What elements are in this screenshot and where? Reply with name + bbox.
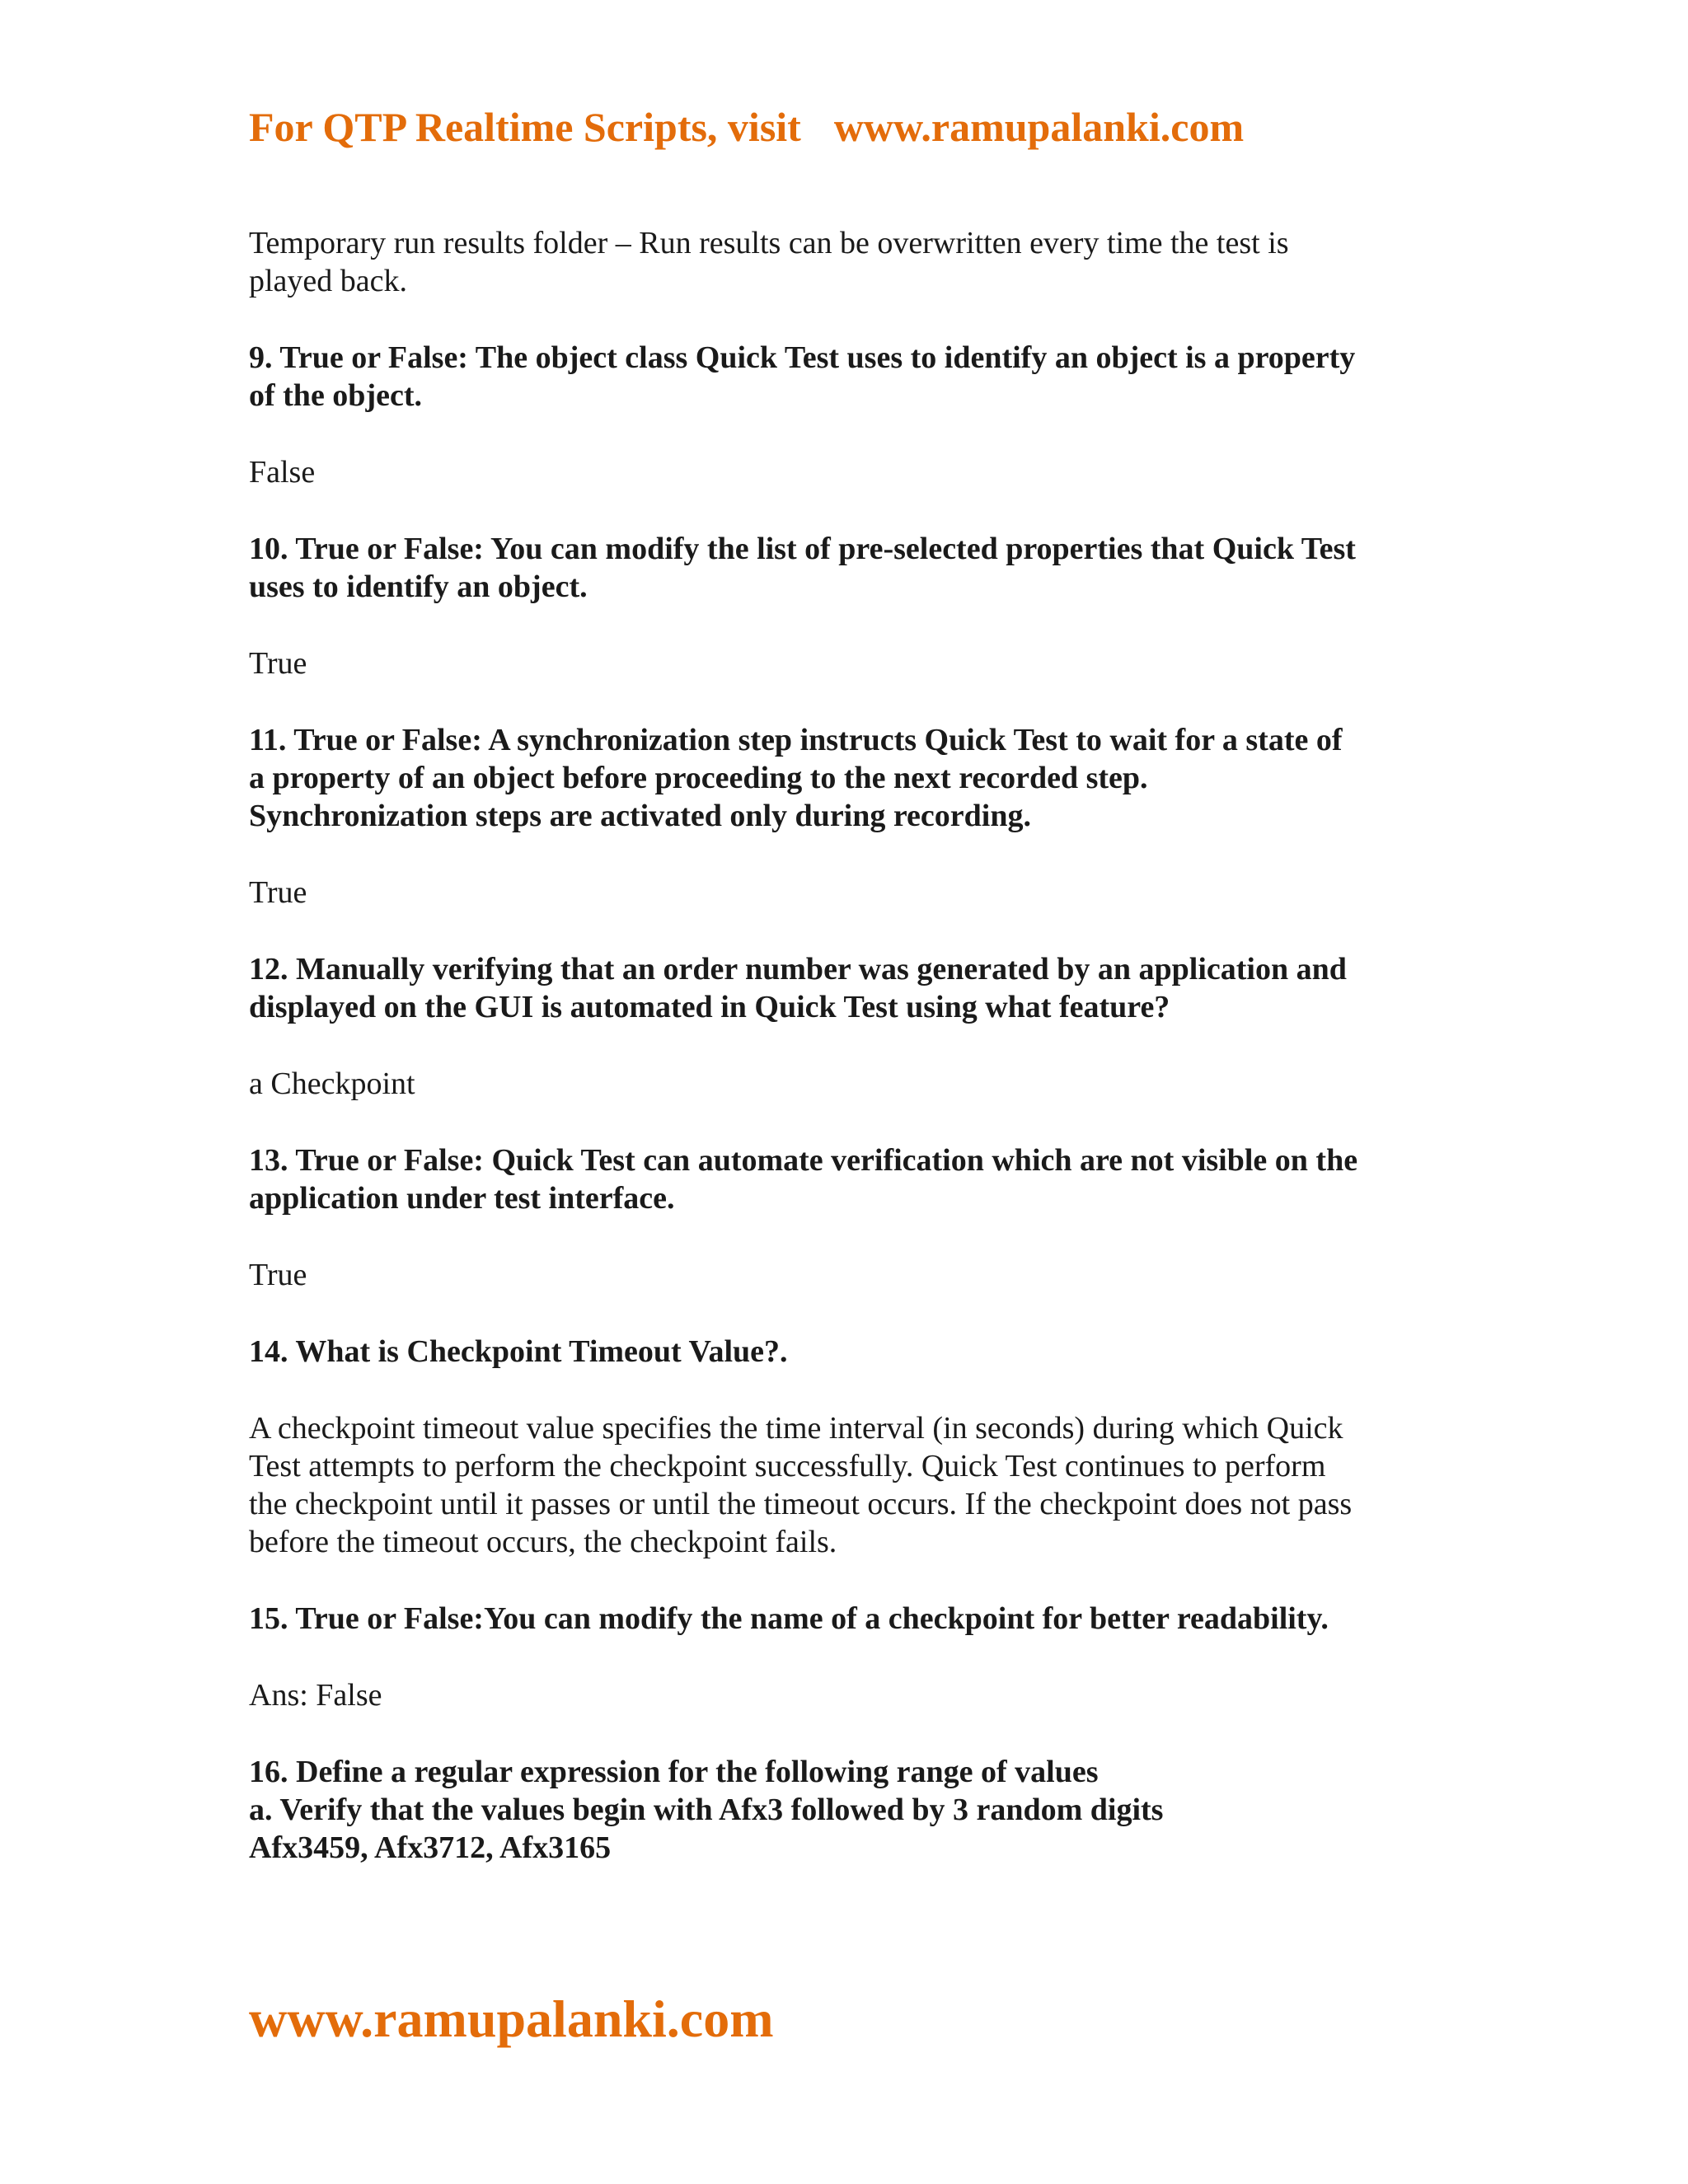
question-paragraph bbox=[249, 721, 1452, 835]
text-line: displayed on the GUI is automated in Quick Test using what feature? bbox=[249, 990, 1170, 1024]
page-footer bbox=[249, 1986, 774, 2052]
text-line: Ans: False bbox=[249, 1678, 382, 1713]
text-line: the checkpoint until it passes or until the timeout occurs. If the checkpoint does not pass bbox=[249, 1487, 1353, 1521]
text-line: a property of an object before proceeding to the next recorded step. bbox=[249, 761, 1148, 795]
text-line: True bbox=[249, 646, 307, 681]
text-line: Synchronization steps are activated only during recording. bbox=[249, 799, 1031, 833]
header-url[interactable]: www.ramupalanki.com bbox=[833, 104, 1245, 150]
text-line: Afx3459, Afx3712, Afx3165 bbox=[249, 1830, 612, 1865]
text-line: 10. True or False: You can modify the list of pre-selected properties that Quick Test bbox=[249, 532, 1356, 566]
text-line: 11. True or False: A synchronization step instructs Quick Test to wait for a state of bbox=[249, 723, 1343, 757]
page-header bbox=[249, 97, 1244, 157]
text-line: 13. True or False: Quick Test can automate verification which are not visible on the bbox=[249, 1143, 1358, 1178]
document-body bbox=[249, 224, 1452, 1905]
header-prefix: For QTP Realtime Scripts, visit bbox=[249, 104, 801, 150]
question-paragraph bbox=[249, 339, 1452, 415]
question-paragraph bbox=[249, 1333, 1452, 1371]
text-line: True bbox=[249, 1258, 307, 1292]
text-line: before the timeout occurs, the checkpoint fails. bbox=[249, 1525, 837, 1559]
text-line: a. Verify that the values begin with Afx3 followed by 3 random digits bbox=[249, 1793, 1164, 1827]
answer-paragraph bbox=[249, 874, 1452, 912]
question-paragraph bbox=[249, 1600, 1452, 1638]
text-line: of the object. bbox=[249, 378, 422, 413]
text-line: A checkpoint timeout value specifies the time interval (in seconds) during which Quick bbox=[249, 1411, 1343, 1446]
text-line: 15. True or False:You can modify the name of a checkpoint for better readability. bbox=[249, 1601, 1329, 1636]
answer-paragraph bbox=[249, 1676, 1452, 1714]
text-line: 12. Manually verifying that an order number was generated by an application and bbox=[249, 952, 1347, 987]
answer-paragraph bbox=[249, 1065, 1452, 1103]
question-paragraph bbox=[249, 1753, 1452, 1867]
answer-paragraph bbox=[249, 1409, 1452, 1561]
question-paragraph bbox=[249, 530, 1452, 606]
footer-url[interactable]: www.ramupalanki.com bbox=[249, 1990, 774, 2048]
text-line: uses to identify an object. bbox=[249, 569, 588, 604]
text-line: False bbox=[249, 455, 316, 490]
text-line: 14. What is Checkpoint Timeout Value?. bbox=[249, 1334, 788, 1369]
text-line: Test attempts to perform the checkpoint successfully. Quick Test continues to perform bbox=[249, 1449, 1326, 1483]
answer-paragraph bbox=[249, 644, 1452, 682]
text-line: 9. True or False: The object class Quick Test uses to identify an object is a property bbox=[249, 340, 1356, 375]
text-line: played back. bbox=[249, 264, 408, 298]
question-paragraph bbox=[249, 1141, 1452, 1217]
text-line: 16. Define a regular expression for the following range of values bbox=[249, 1755, 1099, 1789]
text-line: application under test interface. bbox=[249, 1181, 675, 1216]
answer-paragraph bbox=[249, 1256, 1452, 1294]
text-line: True bbox=[249, 875, 307, 910]
answer-paragraph bbox=[249, 224, 1452, 300]
text-line: a Checkpoint bbox=[249, 1066, 415, 1101]
question-paragraph bbox=[249, 950, 1452, 1026]
text-line: Temporary run results folder – Run results can be overwritten every time the test is bbox=[249, 226, 1289, 260]
answer-paragraph bbox=[249, 453, 1452, 491]
